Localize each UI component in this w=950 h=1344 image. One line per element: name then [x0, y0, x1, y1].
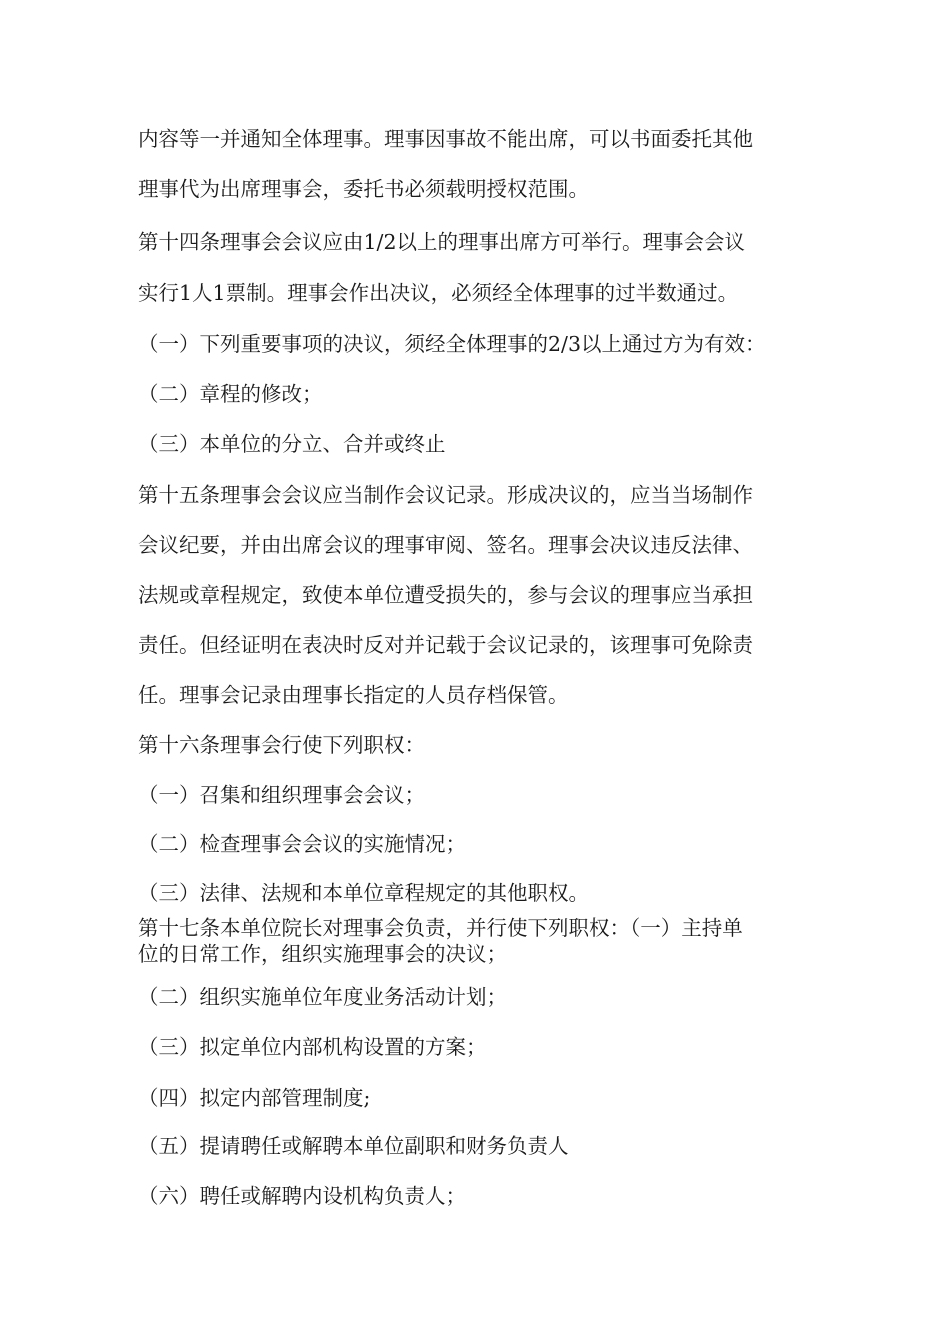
- text-line: 任。理事会记录由理事长指定的人员存档保管。: [138, 683, 569, 707]
- text-line: 责任。但经证明在表决时反对并记载于会议记录的，该理事可免除责: [138, 633, 753, 657]
- text-line: 实行1人1票制。理事会作出决议，必须经全体理事的过半数通过。: [138, 281, 739, 305]
- text-line: 第十六条理事会行使下列职权：: [138, 733, 425, 757]
- text-line: （六）聘任或解聘内设机构负责人；: [138, 1184, 466, 1208]
- text-line: （一）下列重要事项的决议，须经全体理事的2/3以上通过方为有效：: [138, 332, 766, 356]
- text-line: （一）召集和组织理事会会议；: [138, 783, 425, 807]
- text-line: （二）章程的修改；: [138, 382, 323, 406]
- text-line: 内容等一并通知全体理事。理事因事故不能出席，可以书面委托其他: [138, 127, 753, 151]
- text-line: （二）检查理事会会议的实施情况；: [138, 832, 466, 856]
- text-line: （三）本单位的分立、合并或终止: [138, 432, 446, 456]
- text-line: 会议纪要，并由出席会议的理事审阅、签名。理事会决议违反法律、: [138, 533, 753, 557]
- text-line: 第十五条理事会会议应当制作会议记录。形成决议的，应当当场制作: [138, 483, 753, 507]
- text-line: （二）组织实施单位年度业务活动计划；: [138, 985, 507, 1009]
- text-line: （三）拟定单位内部机构设置的方案；: [138, 1035, 487, 1059]
- text-line: 法规或章程规定，致使本单位遭受损失的，参与会议的理事应当承担: [138, 583, 753, 607]
- text-line: 位的日常工作，组织实施理事会的决议；: [138, 942, 507, 966]
- text-line: （四）拟定内部管理制度;: [138, 1086, 371, 1110]
- text-line: 第十四条理事会会议应由1/2以上的理事出席方可举行。理事会会议: [138, 230, 745, 254]
- text-line: （五）提请聘任或解聘本单位副职和财务负责人: [138, 1134, 569, 1158]
- text-line: 第十七条本单位院长对理事会负责，并行使下列职权：（一）主持单: [138, 916, 743, 940]
- text-line: （三）法律、法规和本单位章程规定的其他职权。: [138, 881, 589, 905]
- text-line: 理事代为出席理事会，委托书必须载明授权范围。: [138, 177, 589, 201]
